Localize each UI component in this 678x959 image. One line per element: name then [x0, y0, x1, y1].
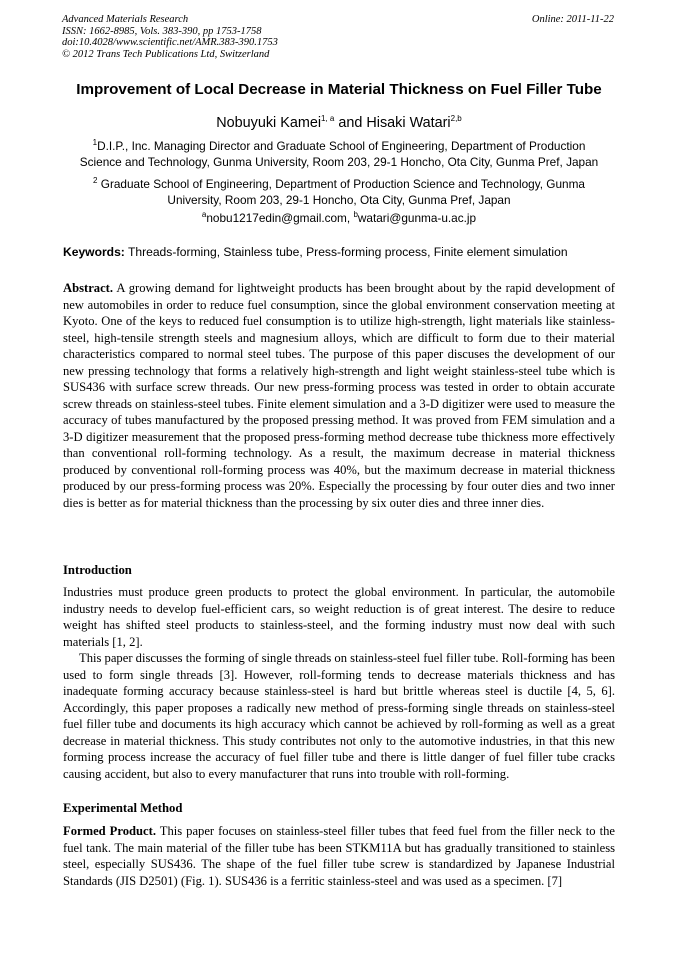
issn-line: ISSN: 1662-8985, Vols. 383-390, pp 1753-1758 [62, 25, 262, 37]
abstract [63, 280, 615, 511]
keywords [63, 244, 568, 260]
email-a[interactable]: nobu1217edin@gmail.com, [206, 211, 354, 225]
journal-header [62, 14, 278, 60]
keywords-label: Keywords: [63, 245, 125, 259]
formed-product-text: This paper focuses on stainless-steel filler tubes that feed fuel from the filler neck to the fuel tank. The main material of the filler tube has been STKM11A but has gradually transitioned to stainless steel, especially SUS436. The shape of the fuel filler tube screw is standardized by Japanese Industrial Standards (JIS D2501) (Fig. 1). SUS436 is a ferritic stainless-steel and was used as a specimen. [7] [63, 824, 615, 888]
introduction-heading: Introduction [63, 563, 132, 577]
keywords-text: Threads-forming, Stainless tube, Press-forming process, Finite element simulation [124, 245, 568, 259]
author-2-affiliation-mark: 2,b [450, 114, 462, 124]
abstract-label: Abstract. [63, 281, 114, 295]
email-a-mark: a [201, 210, 207, 220]
introduction-paragraph-2: This paper discusses the forming of single threads on stainless-steel fuel filler tube. Roll-forming has been used to form single threads [3]. However, roll-forming tends to decrease materials thickness and has inadequate forming accuracy because stainless-steel is hard but brittle whereas steel is ductile [4, 5, 6]. Accordingly, this paper proposes a radically new method of press-forming single threads on stainless-steel fuel filler tube and documents its high accuracy which cannot be achieved by roll-forming as well as a great decrease in material thickness. This study contributes not only to the automotive industries, in that this new forming process increase the accuracy of fuel filler tube and there is little danger of fuel filler tube cracks causing accident, but also to every manufacturer that runs into trouble with roll-forming. [63, 651, 615, 781]
email-b[interactable]: watari@gunma-u.ac.jp [357, 211, 477, 225]
formed-product-paragraph [63, 823, 615, 889]
affiliation-2-mark: 2 [93, 176, 98, 186]
online-date: Online: 2011-11-22 [531, 14, 614, 25]
author-1-affiliation-mark: 1, a [321, 114, 335, 124]
author-2-name: Hisaki Watari [366, 115, 451, 131]
author-connector: and [334, 115, 367, 131]
paper-title: Improvement of Local Decrease in Material Thickness on Fuel Filler Tube [76, 81, 602, 98]
author-1-name: Nobuyuki Kamei [216, 115, 322, 131]
formed-product-label: Formed Product. [63, 824, 156, 838]
affiliation-1 [54, 138, 624, 170]
affiliation-2-line-1: Graduate School of Engineering, Department of Production Science and Technology, Gunma [100, 177, 585, 191]
author-line [40, 114, 638, 132]
experimental-method-heading: Experimental Method [63, 801, 183, 815]
journal-name: Advanced Materials Research [62, 14, 189, 25]
email-b-mark: b [353, 210, 358, 220]
affiliation-2-line-2: University, Room 203, 29-1 Honcho, Ota City, Gunma Pref, Japan [167, 193, 511, 207]
affiliation-1-line-2: Science and Technology, Gunma University, Room 203, 29-1 Honcho, Ota City, Gunma Pref, Japan [79, 155, 599, 169]
affiliation-1-line-1: D.I.P., Inc. Managing Director and Graduate School of Engineering, Department of Production [97, 139, 586, 153]
copyright-line: © 2012 Trans Tech Publications Ltd, Switzerland [62, 48, 270, 60]
affiliation-1-mark: 1 [92, 138, 98, 148]
email-line [54, 210, 624, 226]
doi-line: doi:10.4028/www.scientific.net/AMR.383-390.1753 [62, 37, 278, 48]
affiliation-2 [54, 176, 624, 208]
abstract-text: A growing demand for lightweight products has been brought about by the rapid development of new automobiles in order to reduce fuel consumption, since the global environment conservation meeting at Kyoto. One of the keys to reduced fuel consumption is to utilize high-strength, light materials like stainless-steel, high-tensile strength steels and magnesium alloys, which are difficult to form due to their material characteristics compared to normal steel tubes. The purpose of this paper discuses the development of our new pressing technology that forms a relatively high-strength and light weight stainless-steel tube which is SUS436 with surface screw threads. Our new press-forming process was tested in order to obtain accurate screw threads on stainless-steel tubes. Finite element simulation and a 3-D digitizer were used to measure the accuracy of tubes manufactured by the proposed pressing method. It was proved from FEM simulation and a 3-D digitizer measurement that the proposed press-forming method decrease tube thickness more effectively than conventional roll-forming technology. As a result, the maximum decrease in material thickness produced by conventional roll-forming process was 40%, but the maximum decrease in material thickness produced by our press-forming process was 20%. Especially the processing by four outer dies and two inner dies is better as for material thickness than the processing by six outer dies and three inner dies. [63, 281, 615, 510]
introduction-paragraph-1: Industries must produce green products to protect the global environment. In particular, the automobile industry needs to develop fuel-efficient cars, so weight reduction is of great interest. The desire to reduce weight has shifted steel products to stainless-steel, and the forming industry must now deal with such materials [1, 2]. [63, 585, 615, 649]
